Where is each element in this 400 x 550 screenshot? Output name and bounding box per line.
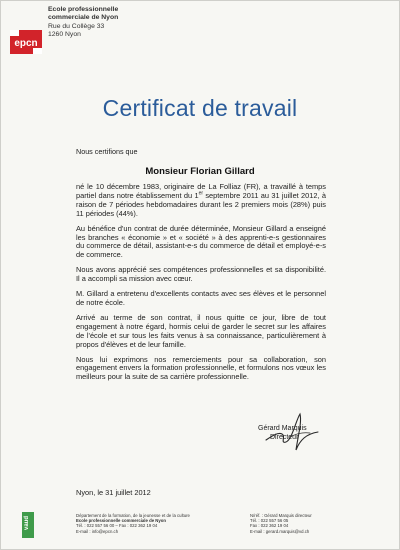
footer-school-name: Ecole professionnelle commerciale de Nyon — [76, 518, 167, 524]
paragraph-departure: Arrivé au terme de son contrat, il nous quitte ce jour, libre de tout engagement à notre égard, hormis celui de garder le secret sur les affaires de l'école et sur tous les faits venus à sa connaissance, particulièrement à propos d'élèves et de leur famille. — [76, 312, 326, 349]
paragraph-duties: Au bénéfice d'un contrat de durée déterminée, Monsieur Gillard a enseigné les branches « économie » et « société » à des apprenti-e-s gestionnaires du commerce de détail, assistant-e-s du commerce de détail et employé-e-s de commerce. — [76, 223, 326, 260]
paragraph-thanks: Nous lui exprimons nos remerciements pour sa collaboration, son engagement envers la formation professionnelle, et formulons nos vœux les meilleurs pour la suite de sa carrière professionnelle. — [76, 354, 326, 382]
school-name-line2: commerciale de Nyon — [48, 14, 119, 22]
place-date: Nyon, le 31 juillet 2012 — [76, 488, 151, 497]
ordinal-superscript: er — [198, 190, 204, 197]
intro-line: Nous certifions que — [76, 147, 138, 156]
signer-role: Directeur — [270, 434, 299, 441]
school-city: 1260 Nyon — [48, 31, 81, 39]
footer-reference — [250, 513, 380, 534]
footer-ref-line: N/réf. : Gérard Marquis directeur — [250, 513, 312, 518]
canton-vaud-logo-text: vaud — [24, 515, 30, 531]
signer-name: Gérard Marquis — [258, 425, 307, 432]
school-header — [48, 6, 248, 40]
footer-ref-email: E-mail : gerard.marquis@vd.ch — [250, 528, 310, 534]
paragraph-employment-part1: né le 10 décembre 1983, originaire de La Folliaz (FR), a travaillé à temps partiel dans notre établissement du 1 — [76, 182, 326, 200]
footer-ref-phone: Tél. : 022 557 56 05 — [250, 518, 289, 524]
school-logo — [10, 30, 42, 54]
paragraph-employment-part2: septembre 2011 au 31 juillet 2012, à raison de 7 périodes hebdomadaires durant les 2 premiers mois (28%) puis 11 périodes (44%). — [76, 190, 326, 218]
footer-phone-fax: Tél. : 022 557 56 00 – Fax : 022 362 19 04 — [76, 523, 158, 529]
paragraph-contacts: M. Gillard a entretenu d'excellents contacts avec ses élèves et le personnel de notre école. — [76, 289, 326, 307]
certificate-body — [76, 183, 326, 388]
school-logo-text: epcn — [14, 38, 38, 49]
paragraph-employment — [76, 183, 326, 219]
footer-email: E-mail : info@epcn.ch — [76, 528, 119, 534]
footer-department-name: Département de la formation, de la jeunesse et de la culture — [76, 513, 190, 518]
document-title: Certificat de travail — [102, 95, 298, 121]
canton-vaud-logo — [22, 512, 34, 538]
footer-ref-fax: Fax : 022 362 19 04 — [250, 523, 289, 529]
school-name-line1: Ecole professionnelle — [48, 6, 119, 13]
paragraph-appreciation: Nous avons apprécié ses compétences professionnelles et sa disponibilité. Il a accompli sa mission avec cœur. — [76, 265, 326, 284]
school-street: Rue du Collège 33 — [48, 22, 105, 30]
footer-department — [76, 513, 226, 534]
signer-block — [258, 424, 348, 442]
person-name: Monsieur Florian Gillard — [145, 166, 255, 177]
